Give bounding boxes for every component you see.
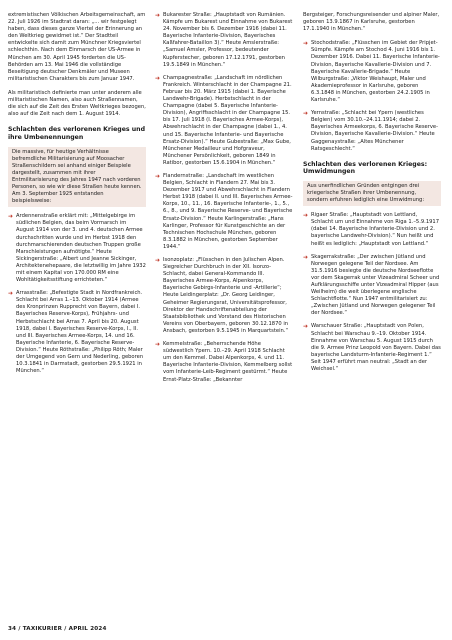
street-entry [155, 173, 293, 251]
street-entry [155, 341, 293, 384]
highlight-text: Die massive, für heutige Verhältnisse befremdliche Militarisierung auf Moosacher Straßenschildern sei anhand einiger Beispiele dargestellt, zusammen mit ihrer Entmilitarisierung des Jahres 1947 nach vorderen Personen, so wie wir diese Straßen heute kennen. Am 3. September 1925 entstanden beispielsweise: [12, 148, 142, 205]
entry-text: Rigaer Straße: „Hauptstadt von Lettland, Schlacht um und Einnahme von Riga 1.–5.9.1917 (dabei 14. Bayerische Infanterie-Division und 2. bayerische Landwehr-Division).“ Nun heißt und heißt es lediglich: „Hauptstadt von Lettland.“ [311, 212, 440, 247]
arrow-right-icon: ➜ [8, 290, 14, 298]
entry-text: Warschauer Straße: „Hauptstadt von Polen, Schlacht bei Warschau 9.–19. Oktober 1914. Einnahme von Warschau 5. August 1915 durch die 9. Armee Prinz Leopold von Bayern. Dabei das bayerische Landsturm-Infanterie-Regiment 1.“ Seit 1947 erführt man neutral: „Stadt an der Weichsel.“ [311, 323, 441, 373]
section-heading: Schlachten des verlorenen Krieges und ihre Umbenennungen [8, 126, 146, 141]
arrow-right-icon: ➜ [303, 212, 309, 220]
arrow-right-icon: ➜ [155, 257, 161, 264]
street-entry [8, 213, 146, 284]
paragraph: extremistischen Völkischen Arbeitsgemeinschaft, am 22. Juli 1926 im Stadtrat daran: „... wir festgelegt haben, dass dieses ganze Viertel der Erinnerung an den Weltkrieg gewidmet ist.“ Der Stadtteil entwickelte sich damit zum Münchner Kriegsviertel schlechthin. Nach dem Einmarsch der US-Armee in München am 30. April 1945 forderten die US-Behörden am 13. Mai 1946 die vollständige Beseitigung deutscher Denkmäler und Museen militaristischen Charakters bis zum Januar 1947. [8, 12, 146, 82]
section-heading: Schlachten des verlorenen Krieges: Umwidmungen [303, 160, 428, 176]
arrow-right-icon: ➜ [155, 341, 161, 349]
paragraph: Als militaristisch definierte man unter anderem alle militaristischen Namen, also auch Straßennamen, die sich auf die Zeit des Ersten Weltkrieges bezogen, also auf die Zeit nach dem 1. August 1914. [8, 89, 146, 118]
arrow-right-icon: ➜ [8, 213, 14, 221]
street-entry [303, 110, 441, 153]
arrow-right-icon: ➜ [303, 253, 309, 261]
street-entry [303, 212, 441, 247]
street-entry [8, 290, 146, 375]
entry-text: Ardennenstraße erklärt mit: „Mittelgebirge im südlichen Belgien, das beim Vormarsch im August 1914 von der 3. und 4. deutschen Armee durchschritten wurde und im Herbst 1918 den durchmarschierenden deutschen Truppen große Marschleistungen aufnötigte.“ Heute Sickingerstraße: „Albert und Jeanne Sickinger, Architektenehepaare, die letztwillig im Jahre 1932 mit einem Kapital von 170.000 RM eine Wohltätigkeitsstiftung errichteten.“ [16, 213, 146, 284]
entry-text: Flandernstraße: „Landschaft im westlichen Belgien, Schlacht in Flandern 27. Mai bis 3. Dezember 1917 und Abwehrschlacht in Flandern Herbst 1918 (dabei II. und III. Bayerisches Armee-Korps, 10., 11., 16. Bayerische Infanterie-, 1., 5., 6., 8., und 9. Bayerische Reserve- und Bayerische Ersatz-Division.“ Heute Karlingerstraße: „Hans Karlinger, Professor für Kunstgeschichte an der Technischen Hochschule München, geboren 8.3.1882 in München, gestorben September 1944.“ [163, 172, 293, 250]
highlight-box [303, 181, 441, 206]
entry-text: Yernstraße: „Schlacht bei Ypern (westliches Belgien) vom 30.10.–24.11.1914; dabei 2. Bayerisches Armeekorps, 6. Bayerische Reserve-Division, Bayerische Kavallerie-Division.“ Heute Gaggenaystraße: „Altes Münchener Ratsgeschlecht.“ [311, 110, 438, 152]
street-entry [303, 40, 441, 104]
arrow-right-icon: ➜ [155, 12, 161, 19]
street-entry [155, 12, 293, 69]
entry-text: Stochodstraße: „Flüsschen im Gebiet der Pripjet-Sümpfe. Kämpfe am Stochod 4. Juni 1916 bis 1. Dezember 1916. Dabei 11. Bayerische Infanterie-Division, Bayerische Kavallerie-Division und 7. Bayerische Kavallerie-Brigade.“ Heute Wilburgstraße: „Viktor Weishaupt, Maler und Akademieprofessor in Karlsruhe, geboren 6.3.1848 in München, gestorben 24.2.1905 in Karlsruhe.“ [311, 40, 440, 104]
entry-text: Skagerrakstraße: „Der zwischen Jütland und Norwegen gelegene Teil der Nordsee. Am 31.5.1916 besiegte die deutsche Nordseeflotte vor dem Skagerrak unter Vizeadmiral Scheer und Aufklärungsschiffe unter Vizeadmiral Hipper (aus Weilheim) die weit überlegene englische Schlachtflotte.“ Nun 1947 entmilitarisiert zu: „Zwischen Jütland und Norwegen gelegener Teil der Nordsee.“ [311, 253, 440, 317]
arrow-right-icon: ➜ [155, 172, 161, 180]
entry-text: Champagnestraße: „Landschaft im nördlichen Frankreich. Winterschlacht in der Champagne 21. Februar bis 20. März 1915 (dabei 1. Bayerische Landwehr-Brigade). Herbstschlacht in der Champagne (dabei 5. Bayerische Infanterie-Division), Angriffsschlacht in der Champagne 15. bis 17. Juli 1918 (I. Bayerisches Armee-Korps), Abwehrschlacht in der Champagne (dabei 1., 4. und 15. Bayerische Infanterie- und Bayerische Ersatz-Division).“ Heute Gubestraße: „Max Gube, Münchener Medailleur und Hofgraveur, Münchener Persönlichkeit, geboren 1849 in Ratibor, gestorben 15.6.1904 in München.“ [163, 74, 292, 166]
column-3 [303, 12, 441, 379]
entry-text: Arrasstraße: „Befestigte Stadt in Nordfrankreich. Schlacht bei Arras 1.–13. Oktober 1914 (Armee des Kronprinzen Rupprecht von Bayern, dabei I. Bayerisches Reserve-Korps), Frühjahrs- und Herbstschlacht bei Arras 7. April bis 20. August 1918, dabei I. Bayerisches Reserve-Korps, I., II. und III. Bayerisches Armee-Korps, 14. und 16. Bayerische Infanterie, 6. Bayerische Reserve-Division.“ Heute Röthstraße: „Philipp Röth; Maler der Umgegend von Gern und Nederling, geboren 10.3.1841 in Darmstadt, gestorben 29.5.1921 in München.“ [16, 290, 144, 375]
page-footer: 34 / TAXIKURIER / APRIL 2024 [8, 626, 107, 632]
entry-text: Kemmelstraße: „Beherrschende Höhe südwestlich Ypern. 10.–29. April 1918 Schlacht um den Kemmel. Dabei Alpenkorps, 4. und 11. Bayerische Infanterie-Division, Kemmelberg sollst vom Infanterie-Leib-Regiment gestürmt.“ Heute Ernst-Platz-Straße: „Bekannter [163, 341, 293, 383]
paragraph: Bergsteiger, Forschungsreisender und alpiner Maler, geboren 13.9.1867 in Karlsruhe, gestorben 17.1.1940 in München.“ [303, 12, 440, 33]
street-entry [303, 254, 441, 318]
street-entry [155, 257, 293, 335]
highlight-box [8, 147, 146, 208]
entry-text: Isonzoplatz: „Flüsschen in den Julischen Alpen. Siegreicher Durchbruch in der XII. Isonzo-Schlacht, dabei General-Kommando III. Bayerisches Armee-Korps, Alpenkorps, Bayerische Gebirgs-Infanterie und -Artillerie“; Heute Leidingerplatz: „Dr. Georg Leidinger, Geheimer Regierungsrat, Universitätsprofessor, Direktor der Handschriftenabteilung der Staatsbibliothek und Vorstand des Historischen Vereins von Oberbayern, geboren 30.12.1870 in Ansbach, gestorben 9.5.1945 in Marquartstein.“ [163, 257, 289, 334]
column-1 [8, 12, 146, 381]
highlight-text: Aus unerfindlichen Gründen entgingen drei kriegerische Straßen ihrer Umbenennung, sondern erfuhren lediglich eine Umwidmung: [307, 182, 425, 204]
arrow-right-icon: ➜ [155, 74, 161, 82]
street-entry [155, 75, 293, 167]
arrow-right-icon: ➜ [303, 323, 309, 331]
arrow-right-icon: ➜ [303, 110, 309, 118]
entry-text: Bukarester Straße: „Hauptstadt von Rumänien. Kämpfe um Bukarest und Einnahme von Bukarest 24. November bis 6. Dezember 1916 (dabei 11. Bayerische Infanterie-Division, Bayerisches Kaßfahrer-Bataillon 3).“ Heute Amslerstraße: „Samuel Amsler, Professor, bedeutender Kupferstecher, geboren 17.12.1791, gestorben 19.5.1849 in München.“ [163, 12, 293, 68]
arrow-right-icon: ➜ [303, 40, 309, 48]
street-entry [303, 323, 441, 373]
column-2 [155, 12, 293, 390]
